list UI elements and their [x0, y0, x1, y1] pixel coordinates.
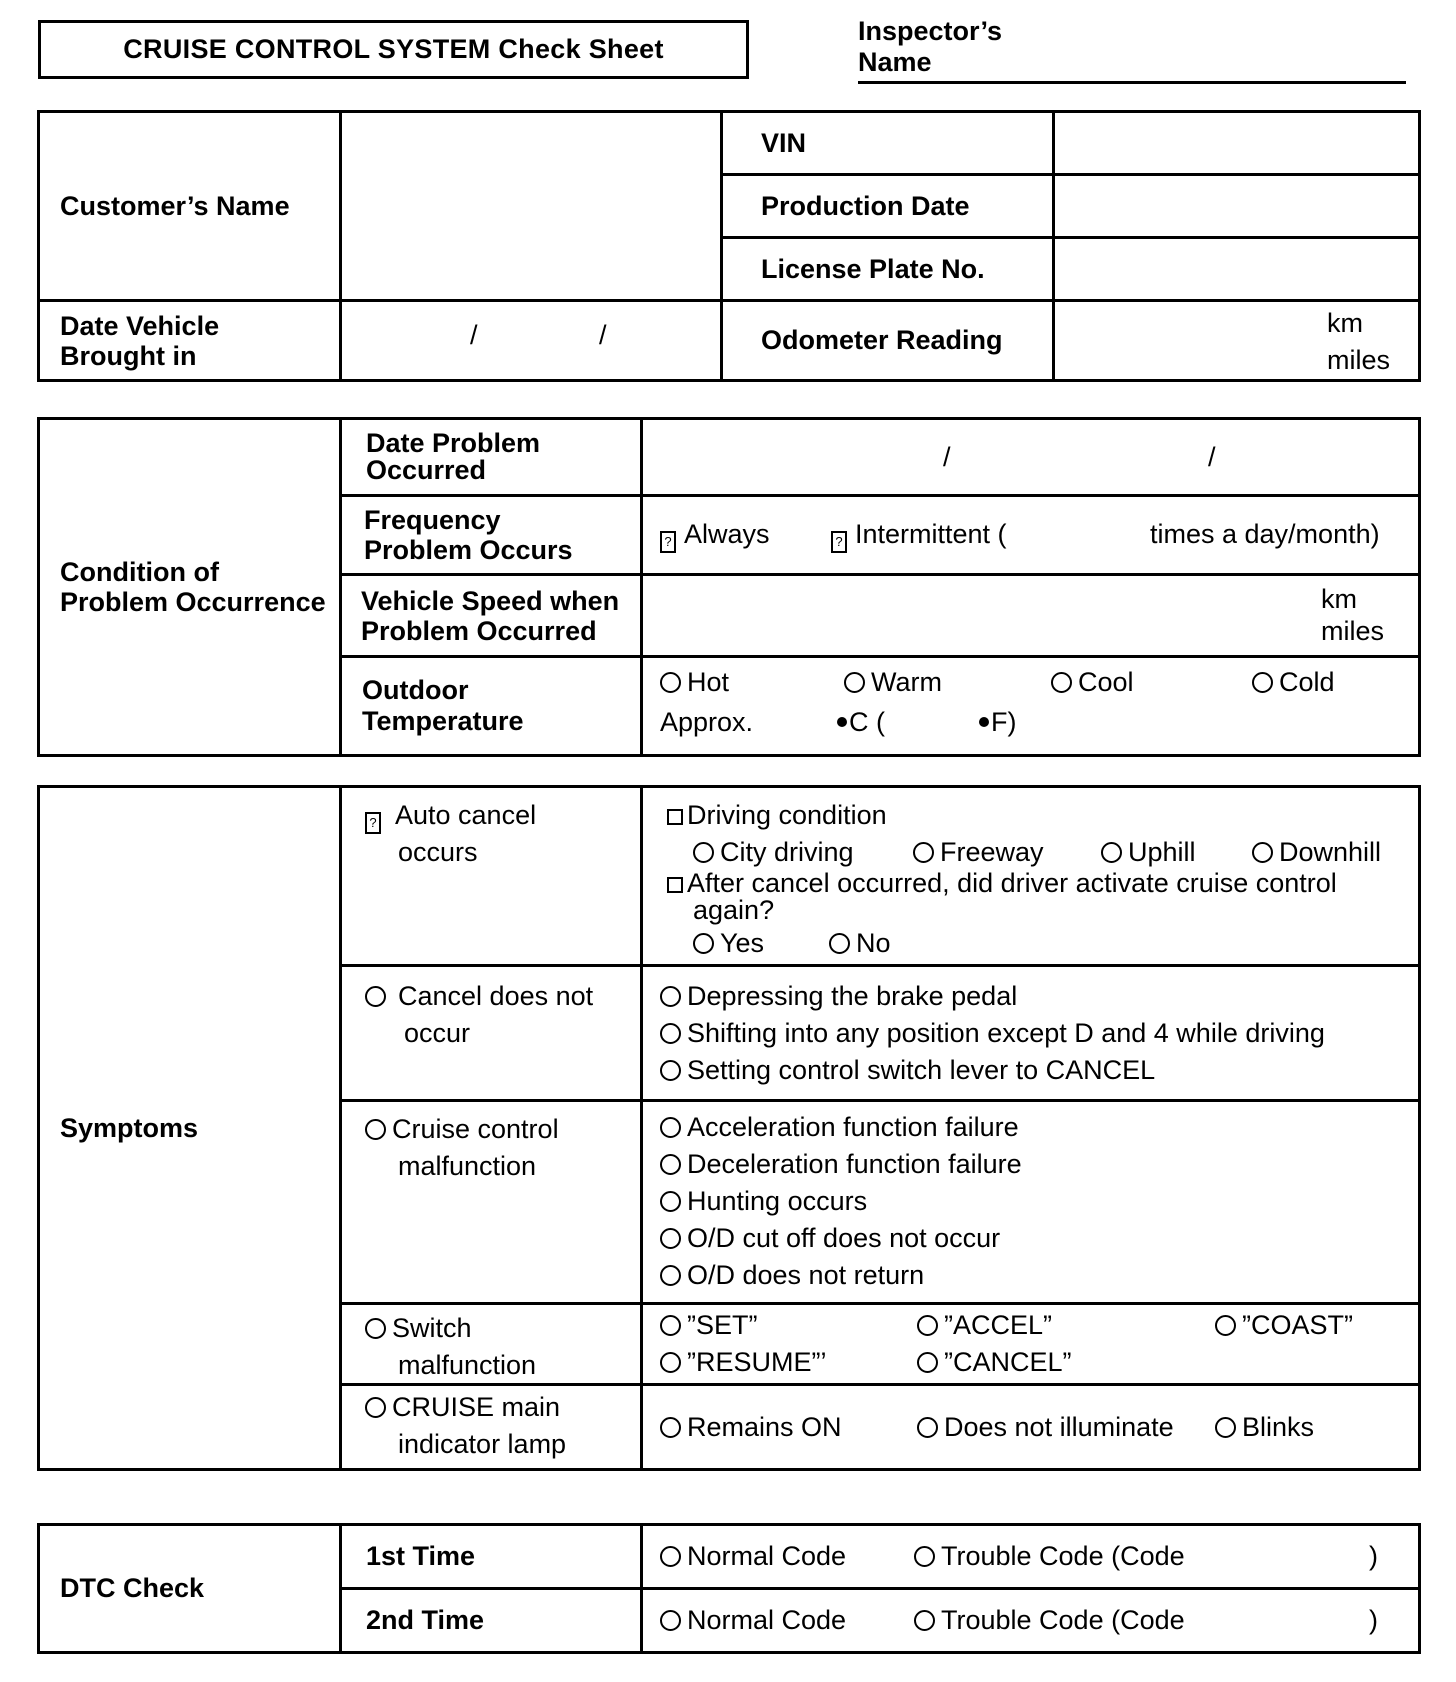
- checkbox-icon: ?: [831, 531, 847, 553]
- city-driving-option[interactable]: City driving: [693, 837, 854, 868]
- first-time-row: [642, 1525, 1420, 1589]
- radio-icon: [365, 1119, 386, 1140]
- checkbox-icon: ?: [660, 531, 676, 553]
- radio-icon: [693, 933, 714, 954]
- after-cancel-option[interactable]: After cancel occurred, did driver activate cruise control: [667, 868, 1337, 899]
- radio-icon: [1101, 842, 1122, 863]
- indicator-lamp-label: CRUISE main: [365, 1392, 560, 1423]
- always-option[interactable]: ? Always: [660, 519, 770, 553]
- driving-condition-option[interactable]: Driving condition: [667, 800, 887, 831]
- checkbox-icon: [667, 877, 683, 893]
- odometer-field[interactable]: [1054, 301, 1420, 381]
- cool-option[interactable]: Cool: [1051, 667, 1134, 698]
- radio-icon: [914, 1546, 935, 1567]
- radio-icon: [917, 1315, 938, 1336]
- vin-label: VIN: [722, 112, 1054, 175]
- date-slash: /: [470, 320, 478, 350]
- blinks-option[interactable]: Blinks: [1215, 1412, 1314, 1443]
- checkbox-icon: [667, 809, 683, 825]
- intermittent-option[interactable]: ? Intermittent (: [831, 519, 1007, 553]
- cruise-malfunction-label: Cruise control: [365, 1114, 559, 1145]
- brake-pedal-option[interactable]: Depressing the brake pedal: [660, 981, 1017, 1012]
- odometer-label: Odometer Reading: [722, 301, 1054, 381]
- cancel-not-occur-line2: occur: [404, 1018, 471, 1048]
- resume-option[interactable]: ”RESUME”’: [660, 1347, 827, 1378]
- switch-malfunction-details: [642, 1304, 1420, 1385]
- radio-icon: [1215, 1315, 1236, 1336]
- normal-code-option[interactable]: Normal Code: [660, 1541, 846, 1572]
- radio-icon: [365, 1397, 386, 1418]
- downhill-option[interactable]: Downhill: [1252, 837, 1381, 868]
- cancel-not-occur-details: [642, 966, 1420, 1101]
- unit-miles: miles: [1327, 345, 1391, 375]
- set-option[interactable]: ”SET”: [660, 1310, 758, 1341]
- auto-cancel-details: [642, 787, 1420, 966]
- fahrenheit-field[interactable]: F): [979, 707, 1016, 738]
- date-slash: /: [943, 442, 951, 472]
- license-plate-field[interactable]: [1054, 238, 1420, 301]
- indicator-lamp-details: [642, 1385, 1420, 1470]
- trouble-code-option[interactable]: Trouble Code (Code: [914, 1605, 1185, 1636]
- approx-label: Approx.: [660, 707, 754, 737]
- radio-icon: [660, 1610, 681, 1631]
- radio-icon: [660, 672, 681, 693]
- od-cut-option[interactable]: O/D cut off does not occur: [660, 1223, 1000, 1254]
- cancel-not-occur-label: Cancel does not: [365, 981, 593, 1012]
- radio-icon: [1051, 672, 1072, 693]
- radio-icon: [660, 1315, 681, 1336]
- shifting-option[interactable]: Shifting into any position except D and 4 while driving: [660, 1018, 1325, 1049]
- switch-malfunction-label: Switch: [365, 1313, 472, 1344]
- radio-icon: [660, 1117, 681, 1138]
- dtc-check-table: [37, 1523, 1421, 1654]
- unit-km: km: [1327, 308, 1363, 338]
- hot-option[interactable]: Hot: [660, 667, 729, 698]
- close-paren: ): [1369, 1541, 1378, 1571]
- not-illuminate-option[interactable]: Does not illuminate: [917, 1412, 1174, 1443]
- auto-cancel-label-line2: occurs: [398, 837, 478, 867]
- first-time-label: 1st Time: [341, 1525, 642, 1589]
- yes-option[interactable]: Yes: [693, 928, 764, 959]
- od-return-option[interactable]: O/D does not return: [660, 1260, 924, 1291]
- radio-icon: [829, 933, 850, 954]
- trouble-code-option[interactable]: Trouble Code (Code: [914, 1541, 1185, 1572]
- second-time-row: [642, 1589, 1420, 1653]
- date-problem-field[interactable]: [642, 419, 1420, 496]
- outdoor-temperature-label: Outdoor Temperature: [341, 657, 642, 756]
- radio-icon: [1252, 672, 1273, 693]
- radio-icon: [693, 842, 714, 863]
- date-brought-in-field[interactable]: [341, 301, 722, 381]
- radio-icon: [660, 986, 681, 1007]
- coast-option[interactable]: ”COAST”: [1215, 1310, 1353, 1341]
- license-plate-label: License Plate No.: [722, 238, 1054, 301]
- radio-icon: [660, 1060, 681, 1081]
- cruise-malfunction-option[interactable]: [341, 1101, 642, 1304]
- frequency-field: [642, 496, 1420, 575]
- freeway-option[interactable]: Freeway: [913, 837, 1044, 868]
- radio-icon: [660, 1417, 681, 1438]
- radio-icon: [660, 1023, 681, 1044]
- no-option[interactable]: No: [829, 928, 891, 959]
- radio-icon: [660, 1265, 681, 1286]
- cruise-malfunction-line2: malfunction: [398, 1151, 537, 1181]
- degree-icon: [979, 717, 989, 727]
- radio-icon: [660, 1191, 681, 1212]
- vin-field[interactable]: [1054, 112, 1420, 175]
- vehicle-speed-label: Vehicle Speed when Problem Occurred: [341, 575, 642, 657]
- outdoor-temperature-field: [642, 657, 1420, 756]
- frequency-label: Frequency Problem Occurs: [341, 496, 642, 575]
- radio-icon: [917, 1417, 938, 1438]
- symptoms-table: [37, 785, 1421, 1471]
- radio-icon: [660, 1352, 681, 1373]
- production-date-field[interactable]: [1054, 175, 1420, 238]
- radio-icon: [913, 842, 934, 863]
- condition-section-label: Condition of Problem Occurrence: [39, 419, 341, 756]
- celsius-field[interactable]: C (: [837, 707, 885, 738]
- cold-option[interactable]: Cold: [1252, 667, 1335, 698]
- date-brought-in-label: Date Vehicle Brought in: [39, 301, 341, 381]
- setting-lever-option[interactable]: Setting control switch lever to CANCEL: [660, 1055, 1155, 1086]
- switch-malfunction-option[interactable]: [341, 1304, 642, 1385]
- switch-malfunction-line2: malfunction: [398, 1350, 537, 1380]
- cruise-malfunction-details: [642, 1101, 1420, 1304]
- warm-option[interactable]: Warm: [844, 667, 942, 698]
- radio-icon: [660, 1228, 681, 1249]
- radio-icon: [844, 672, 865, 693]
- times-per-label: times a day/month): [1150, 519, 1380, 549]
- normal-code-option[interactable]: Normal Code: [660, 1605, 846, 1636]
- radio-icon: [1252, 842, 1273, 863]
- radio-icon: [1215, 1417, 1236, 1438]
- radio-icon: [914, 1610, 935, 1631]
- date-slash: /: [1208, 442, 1216, 472]
- radio-icon: [365, 986, 386, 1007]
- radio-icon: [660, 1546, 681, 1567]
- vehicle-speed-field[interactable]: [642, 575, 1420, 657]
- form-title: CRUISE CONTROL SYSTEM Check Sheet: [38, 20, 749, 79]
- accel-failure-option[interactable]: Acceleration function failure: [660, 1112, 1019, 1143]
- dtc-section-label: DTC Check: [39, 1525, 341, 1653]
- checkbox-icon: ?: [365, 812, 381, 834]
- radio-icon: [660, 1154, 681, 1175]
- vehicle-info-table: [37, 110, 1421, 382]
- auto-cancel-label: ? Auto cancel: [365, 800, 536, 834]
- inspector-name-field[interactable]: [858, 81, 1406, 84]
- indicator-lamp-line2: indicator lamp: [398, 1429, 567, 1459]
- date-problem-label: Date Problem Occurred: [341, 419, 642, 496]
- accel-option[interactable]: ”ACCEL”: [917, 1310, 1052, 1341]
- hunting-option[interactable]: Hunting occurs: [660, 1186, 867, 1217]
- inspector-name-label: Inspector’s Name: [858, 16, 1003, 77]
- customer-name-label: Customer’s Name: [39, 112, 341, 301]
- condition-table: [37, 417, 1421, 757]
- radio-icon: [917, 1352, 938, 1373]
- uphill-option[interactable]: Uphill: [1101, 837, 1196, 868]
- decel-failure-option[interactable]: Deceleration function failure: [660, 1149, 1022, 1180]
- unit-km: km: [1321, 584, 1357, 614]
- degree-icon: [837, 717, 847, 727]
- radio-icon: [365, 1318, 386, 1339]
- customer-name-field[interactable]: [341, 112, 722, 301]
- remains-on-option[interactable]: Remains ON: [660, 1412, 842, 1443]
- after-cancel-line2: again?: [693, 895, 775, 925]
- cancel-not-occur-option[interactable]: [341, 966, 642, 1101]
- date-slash: /: [599, 320, 607, 350]
- production-date-label: Production Date: [722, 175, 1054, 238]
- indicator-lamp-option[interactable]: [341, 1385, 642, 1470]
- close-paren: ): [1369, 1605, 1378, 1635]
- symptoms-section-label: Symptoms: [39, 787, 341, 1470]
- auto-cancel-option[interactable]: [341, 787, 642, 966]
- unit-miles: miles: [1321, 616, 1385, 646]
- second-time-label: 2nd Time: [341, 1589, 642, 1653]
- cancel-option[interactable]: ”CANCEL”: [917, 1347, 1072, 1378]
